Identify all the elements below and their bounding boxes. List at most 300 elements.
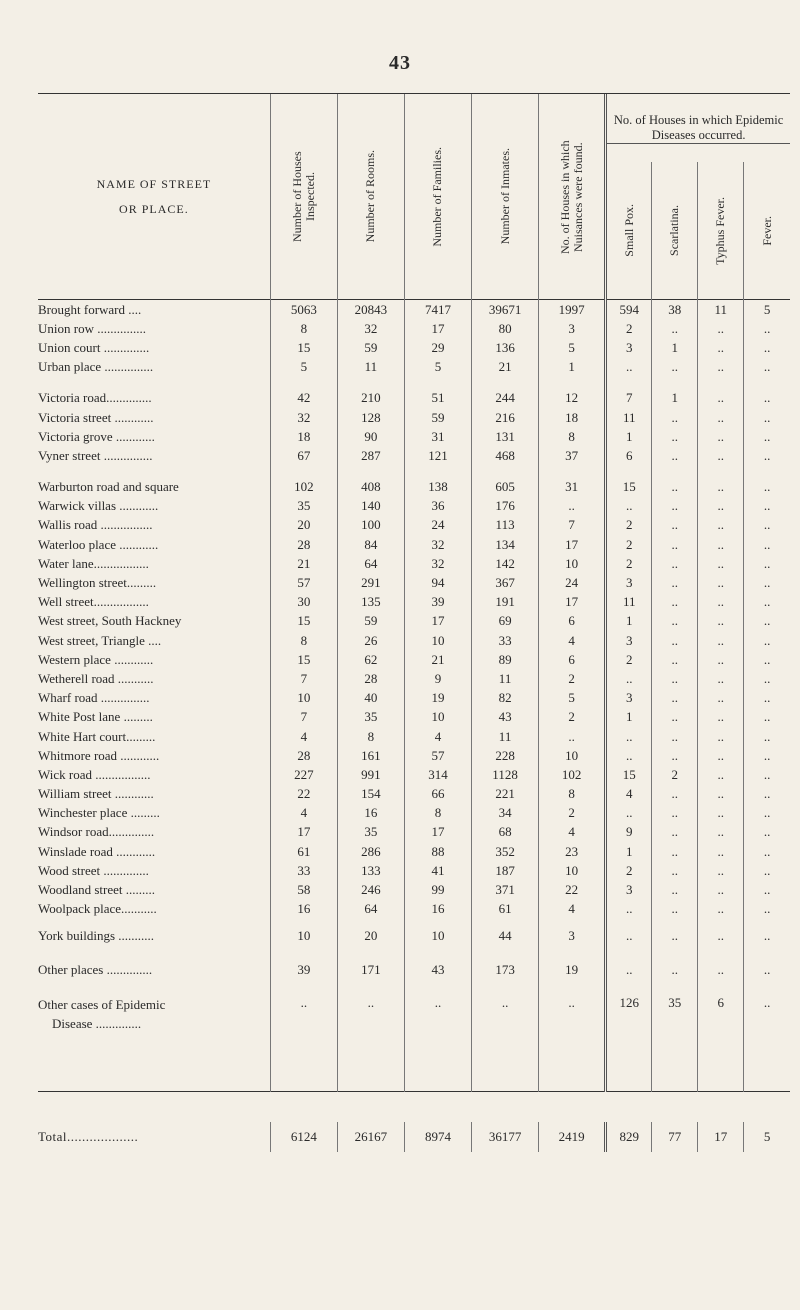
- cell-value: 15: [270, 338, 337, 357]
- cell-value: 102: [539, 765, 606, 784]
- street-name: William street ............: [38, 786, 154, 802]
- cell-value: 191: [472, 593, 539, 612]
- cell-value: 8: [270, 319, 337, 338]
- cell-value: 66: [404, 785, 471, 804]
- street-name: Wood street ..............: [38, 862, 149, 878]
- cell-value: 352: [472, 842, 539, 861]
- cell-value: ..: [744, 785, 790, 804]
- cell-value: ..: [698, 446, 744, 465]
- street-name: Victoria road..............: [38, 390, 152, 406]
- cell-value: ..: [606, 746, 652, 765]
- cell-value: 10: [539, 554, 606, 573]
- cell-value: ..: [698, 880, 744, 899]
- cell-value: ..: [652, 478, 698, 497]
- cell-value: 22: [270, 785, 337, 804]
- table-row: [38, 861, 790, 880]
- cell-value: 21: [472, 358, 539, 377]
- table-row: [38, 708, 790, 727]
- cell-value: ..: [698, 427, 744, 446]
- cell-value: ..: [744, 953, 790, 987]
- cell-value: 3: [606, 338, 652, 357]
- row-spacer: [38, 377, 790, 389]
- street-name: Victoria street ............: [38, 409, 154, 425]
- cell-value: 2: [606, 650, 652, 669]
- cell-value: ..: [698, 389, 744, 408]
- street-name: Whitmore road ............: [38, 747, 160, 763]
- cell-value: 161: [337, 746, 404, 765]
- total-value: 8974: [404, 1122, 471, 1152]
- cell-value: 22: [539, 880, 606, 899]
- cell-value: 594: [606, 300, 652, 319]
- cell-value: 64: [337, 900, 404, 919]
- cell-value: 10: [404, 708, 471, 727]
- cell-value: 10: [539, 861, 606, 880]
- cell-value: ..: [652, 953, 698, 987]
- cell-value: 2: [539, 708, 606, 727]
- header-name-line1: NAME OF STREET: [96, 176, 212, 191]
- cell-value: 37: [539, 446, 606, 465]
- street-name: [38, 987, 270, 1092]
- header-name-column: [38, 94, 270, 300]
- cell-value: 41: [404, 861, 471, 880]
- cell-value: ..: [744, 554, 790, 573]
- cell-value: 8: [539, 427, 606, 446]
- cell-value: 187: [472, 861, 539, 880]
- cell-value: 100: [337, 516, 404, 535]
- street-name-line: Other cases of Epidemic: [38, 996, 166, 1012]
- cell-value: 991: [337, 765, 404, 784]
- table-row: [38, 631, 790, 650]
- cell-value: 5: [539, 689, 606, 708]
- cell-value: 11: [606, 408, 652, 427]
- cell-value: 10: [404, 631, 471, 650]
- cell-value: 5: [404, 358, 471, 377]
- street-name: White Hart court.........: [38, 728, 156, 744]
- cell-value: 17: [539, 593, 606, 612]
- cell-value: 102: [270, 478, 337, 497]
- table-row: [38, 669, 790, 688]
- total-value: 26167: [337, 1122, 404, 1152]
- cell-value: ..: [606, 727, 652, 746]
- cell-value: 8: [270, 631, 337, 650]
- cell-value: 1128: [472, 765, 539, 784]
- cell-value: 2: [539, 804, 606, 823]
- street-name: Wetherell road ...........: [38, 670, 154, 686]
- cell-value: 26: [337, 631, 404, 650]
- table-row: [38, 987, 790, 1092]
- cell-value: ..: [652, 900, 698, 919]
- header-typhus-fever: Typhus Fever.: [698, 162, 744, 300]
- cell-value: 11: [472, 669, 539, 688]
- cell-value: ..: [698, 338, 744, 357]
- cell-value: ..: [698, 650, 744, 669]
- total-value: 36177: [472, 1122, 539, 1152]
- cell-value: 221: [472, 785, 539, 804]
- street-name: Woodland street .........: [38, 882, 156, 898]
- cell-value: ..: [539, 727, 606, 746]
- table-row: [38, 785, 790, 804]
- cell-value: ..: [698, 319, 744, 338]
- cell-value: 42: [270, 389, 337, 408]
- cell-value: ..: [652, 593, 698, 612]
- cell-value: 228: [472, 746, 539, 765]
- cell-value: 23: [539, 842, 606, 861]
- table-row: [38, 593, 790, 612]
- cell-value: ..: [744, 746, 790, 765]
- page-number: 43: [389, 52, 411, 74]
- cell-value: ..: [744, 631, 790, 650]
- cell-value: 4: [404, 727, 471, 746]
- table-row: [38, 804, 790, 823]
- cell-value: 1: [606, 842, 652, 861]
- cell-value: 1: [539, 358, 606, 377]
- cell-value: 32: [270, 408, 337, 427]
- cell-value: 2: [539, 669, 606, 688]
- cell-value: 17: [404, 612, 471, 631]
- cell-value: 59: [404, 408, 471, 427]
- table-row: [38, 650, 790, 669]
- table-row: [38, 554, 790, 573]
- cell-value: ..: [652, 669, 698, 688]
- street-name: Woolpack place...........: [38, 901, 157, 917]
- cell-value: 43: [404, 953, 471, 987]
- table-row: [38, 408, 790, 427]
- cell-value: ..: [698, 478, 744, 497]
- total-value: 2419: [539, 1122, 606, 1152]
- cell-value: 468: [472, 446, 539, 465]
- cell-value: 8: [337, 727, 404, 746]
- cell-value: ..: [698, 823, 744, 842]
- cell-value: ..: [698, 804, 744, 823]
- cell-value: 3: [539, 319, 606, 338]
- header-name-line2: OR PLACE.: [119, 201, 189, 216]
- cell-value: 59: [337, 612, 404, 631]
- cell-value: 1: [652, 338, 698, 357]
- cell-value: ..: [698, 746, 744, 765]
- cell-value: ..: [698, 919, 744, 953]
- cell-value: 15: [606, 478, 652, 497]
- cell-value: ..: [652, 823, 698, 842]
- cell-value: 4: [539, 823, 606, 842]
- cell-value: 35: [652, 987, 698, 1092]
- cell-value: 287: [337, 446, 404, 465]
- street-name: Winslade road ............: [38, 843, 156, 859]
- cell-value: 32: [404, 535, 471, 554]
- table-row: [38, 478, 790, 497]
- cell-value: 4: [539, 631, 606, 650]
- cell-value: ..: [698, 535, 744, 554]
- cell-value: 28: [270, 746, 337, 765]
- street-name: West street, South Hackney: [38, 613, 182, 629]
- cell-value: 4: [539, 900, 606, 919]
- cell-value: 3: [606, 573, 652, 592]
- cell-value: 24: [404, 516, 471, 535]
- cell-value: ..: [652, 516, 698, 535]
- cell-value: ..: [652, 804, 698, 823]
- cell-value: ..: [652, 861, 698, 880]
- cell-value: 89: [472, 650, 539, 669]
- total-value: 17: [698, 1122, 744, 1152]
- cell-value: ..: [652, 689, 698, 708]
- street-name: Well street.................: [38, 594, 149, 610]
- cell-value: 20843: [337, 300, 404, 319]
- cell-value: 2: [606, 516, 652, 535]
- cell-value: 18: [270, 427, 337, 446]
- cell-value: 4: [270, 804, 337, 823]
- cell-value: ..: [744, 497, 790, 516]
- cell-value: ..: [652, 650, 698, 669]
- cell-value: 6: [698, 987, 744, 1092]
- cell-value: 7: [270, 669, 337, 688]
- cell-value: ..: [606, 804, 652, 823]
- cell-value: 121: [404, 446, 471, 465]
- table-row: [38, 446, 790, 465]
- cell-value: ..: [744, 727, 790, 746]
- cell-value: 8: [404, 804, 471, 823]
- cell-value: 28: [270, 535, 337, 554]
- cell-value: 131: [472, 427, 539, 446]
- cell-value: ..: [698, 842, 744, 861]
- cell-value: 1: [652, 389, 698, 408]
- cell-value: 44: [472, 919, 539, 953]
- street-name-line: Disease ..............: [52, 1015, 142, 1031]
- cell-value: 17: [539, 535, 606, 554]
- cell-value: 408: [337, 478, 404, 497]
- cell-value: ..: [606, 919, 652, 953]
- cell-value: 142: [472, 554, 539, 573]
- cell-value: 171: [337, 953, 404, 987]
- cell-value: ..: [606, 669, 652, 688]
- cell-value: 6: [539, 612, 606, 631]
- cell-value: 39671: [472, 300, 539, 319]
- table-body: [38, 300, 790, 1091]
- cell-value: 15: [606, 765, 652, 784]
- cell-value: 9: [606, 823, 652, 842]
- cell-value: ..: [744, 861, 790, 880]
- cell-value: ..: [472, 987, 539, 1092]
- cell-value: ..: [698, 358, 744, 377]
- cell-value: 140: [337, 497, 404, 516]
- table-row: [38, 900, 790, 919]
- street-name: Union row ...............: [38, 320, 146, 336]
- cell-value: 24: [539, 573, 606, 592]
- cell-value: 5: [270, 358, 337, 377]
- table-row: [38, 919, 790, 953]
- cell-value: 33: [472, 631, 539, 650]
- cell-value: 5: [539, 338, 606, 357]
- table-row: [38, 765, 790, 784]
- cell-value: ..: [652, 358, 698, 377]
- cell-value: 59: [337, 338, 404, 357]
- cell-value: ..: [606, 497, 652, 516]
- cell-value: ..: [606, 358, 652, 377]
- cell-value: 1: [606, 708, 652, 727]
- cell-value: 11: [606, 593, 652, 612]
- total-value: 77: [652, 1122, 698, 1152]
- cell-value: 33: [270, 861, 337, 880]
- cell-value: ..: [698, 554, 744, 573]
- cell-value: ..: [652, 612, 698, 631]
- cell-value: 216: [472, 408, 539, 427]
- cell-value: 154: [337, 785, 404, 804]
- street-name: White Post lane .........: [38, 709, 153, 725]
- cell-value: ..: [652, 535, 698, 554]
- street-name: Winchester place .........: [38, 805, 160, 821]
- street-name: Urban place ...............: [38, 359, 154, 375]
- cell-value: 32: [337, 319, 404, 338]
- cell-value: 39: [404, 593, 471, 612]
- sanitary-inspection-table: [38, 93, 790, 1152]
- cell-value: 8: [539, 785, 606, 804]
- street-name: Wharf road ...............: [38, 690, 150, 706]
- cell-value: 64: [337, 554, 404, 573]
- cell-value: 128: [337, 408, 404, 427]
- cell-value: ..: [698, 573, 744, 592]
- table-row: [38, 319, 790, 338]
- cell-value: ..: [652, 573, 698, 592]
- street-name: Warwick villas ............: [38, 498, 159, 514]
- cell-value: ..: [744, 804, 790, 823]
- cell-value: ..: [698, 785, 744, 804]
- table-row: [38, 358, 790, 377]
- cell-value: ..: [744, 389, 790, 408]
- table-row: [38, 823, 790, 842]
- cell-value: 286: [337, 842, 404, 861]
- cell-value: 90: [337, 427, 404, 446]
- table-row: [38, 746, 790, 765]
- cell-value: 1: [606, 612, 652, 631]
- cell-value: 20: [270, 516, 337, 535]
- table-row: [38, 842, 790, 861]
- cell-value: ..: [652, 408, 698, 427]
- cell-value: 1997: [539, 300, 606, 319]
- cell-value: 10: [539, 746, 606, 765]
- table-row: [38, 880, 790, 899]
- cell-value: ..: [652, 427, 698, 446]
- cell-value: ..: [698, 593, 744, 612]
- cell-value: 68: [472, 823, 539, 842]
- cell-value: ..: [652, 497, 698, 516]
- cell-value: 40: [337, 689, 404, 708]
- cell-value: 58: [270, 880, 337, 899]
- cell-value: 2: [606, 535, 652, 554]
- cell-value: ..: [744, 765, 790, 784]
- cell-value: 3: [539, 919, 606, 953]
- cell-value: ..: [698, 708, 744, 727]
- cell-value: 10: [404, 919, 471, 953]
- cell-value: 2: [606, 861, 652, 880]
- cell-value: ..: [744, 708, 790, 727]
- cell-value: ..: [744, 689, 790, 708]
- street-name: Victoria grove ............: [38, 428, 155, 444]
- cell-value: 61: [270, 842, 337, 861]
- cell-value: ..: [698, 497, 744, 516]
- street-name: Wellington street.........: [38, 575, 157, 591]
- cell-value: ..: [744, 593, 790, 612]
- cell-value: 28: [337, 669, 404, 688]
- total-label: Total...................: [38, 1128, 139, 1144]
- cell-value: 134: [472, 535, 539, 554]
- street-name: Western place ............: [38, 651, 154, 667]
- cell-value: 173: [472, 953, 539, 987]
- table-row: [38, 535, 790, 554]
- cell-value: 16: [270, 900, 337, 919]
- cell-value: ..: [744, 535, 790, 554]
- cell-value: ..: [698, 689, 744, 708]
- street-name: Warburton road and square: [38, 479, 179, 495]
- street-name: Vyner street ...............: [38, 447, 153, 463]
- cell-value: 30: [270, 593, 337, 612]
- cell-value: 17: [270, 823, 337, 842]
- cell-value: ..: [652, 446, 698, 465]
- cell-value: 5063: [270, 300, 337, 319]
- cell-value: ..: [698, 408, 744, 427]
- cell-value: 16: [404, 900, 471, 919]
- street-name: York buildings ...........: [38, 927, 155, 943]
- street-name: Water lane.................: [38, 555, 149, 571]
- header-nuisances: No. of Houses in which Nuisances were found.: [539, 94, 606, 300]
- cell-value: 17: [404, 319, 471, 338]
- cell-value: 9: [404, 669, 471, 688]
- cell-value: 2: [606, 554, 652, 573]
- cell-value: ..: [539, 497, 606, 516]
- cell-value: ..: [606, 953, 652, 987]
- cell-value: 11: [337, 358, 404, 377]
- cell-value: 31: [539, 478, 606, 497]
- street-name: Union court ..............: [38, 339, 150, 355]
- table-row: [38, 300, 790, 319]
- cell-value: ..: [744, 919, 790, 953]
- cell-value: 246: [337, 880, 404, 899]
- cell-value: ..: [744, 319, 790, 338]
- cell-value: ..: [744, 573, 790, 592]
- cell-value: ..: [744, 338, 790, 357]
- cell-value: 18: [539, 408, 606, 427]
- street-name: Wallis road ................: [38, 517, 153, 533]
- table-row: [38, 497, 790, 516]
- cell-value: ..: [744, 427, 790, 446]
- cell-value: ..: [698, 900, 744, 919]
- cell-value: 7: [539, 516, 606, 535]
- cell-value: 176: [472, 497, 539, 516]
- table-row: [38, 389, 790, 408]
- street-name: Brought forward ....: [38, 301, 142, 317]
- cell-value: ..: [652, 785, 698, 804]
- cell-value: 20: [337, 919, 404, 953]
- cell-value: 1: [606, 427, 652, 446]
- cell-value: 94: [404, 573, 471, 592]
- cell-value: 15: [270, 612, 337, 631]
- cell-value: ..: [744, 478, 790, 497]
- cell-value: 35: [337, 823, 404, 842]
- cell-value: 67: [270, 446, 337, 465]
- cell-value: ..: [744, 650, 790, 669]
- cell-value: 61: [472, 900, 539, 919]
- cell-value: 6: [539, 650, 606, 669]
- cell-value: 57: [270, 573, 337, 592]
- cell-value: ..: [698, 727, 744, 746]
- cell-value: 7417: [404, 300, 471, 319]
- cell-value: ..: [652, 727, 698, 746]
- table-row: [38, 573, 790, 592]
- street-name: Wick road .................: [38, 766, 151, 782]
- cell-value: ..: [698, 516, 744, 535]
- cell-value: 15: [270, 650, 337, 669]
- cell-value: 367: [472, 573, 539, 592]
- cell-value: ..: [744, 612, 790, 631]
- cell-value: 17: [404, 823, 471, 842]
- cell-value: 39: [270, 953, 337, 987]
